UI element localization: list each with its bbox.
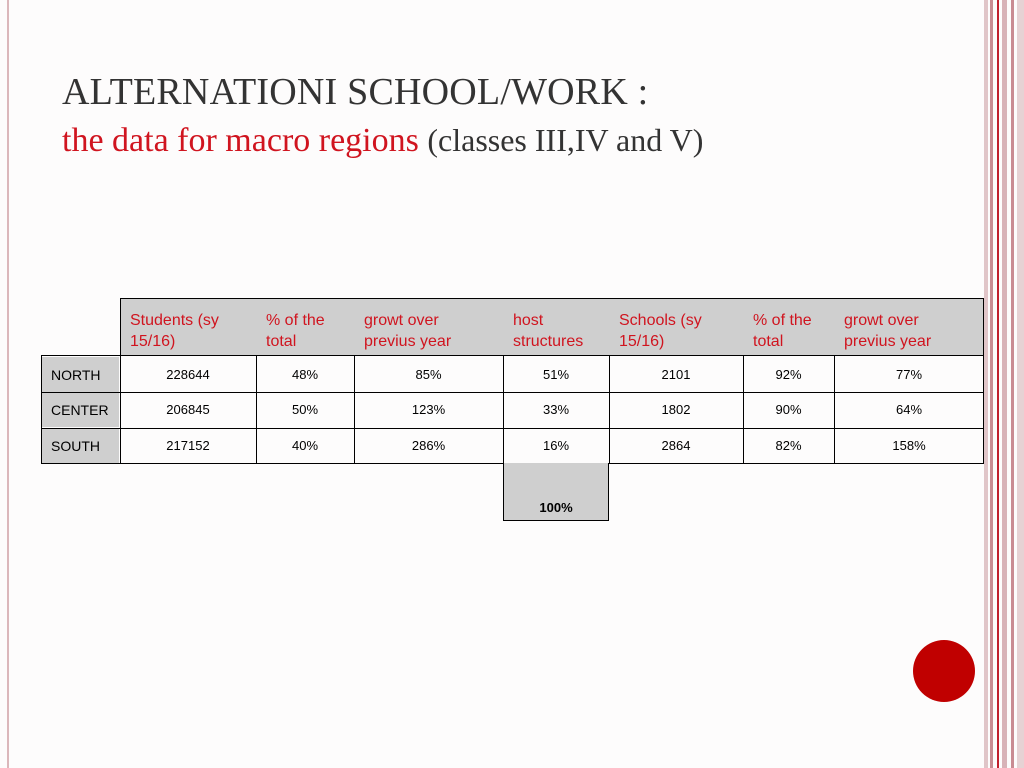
table-cell: 92% (775, 367, 802, 382)
table-cell: 40% (291, 438, 319, 453)
total-host-structures-cell (503, 463, 609, 521)
decor-stripe (1011, 0, 1014, 768)
column-header (743, 299, 834, 355)
table-cell: 206845 (166, 402, 210, 417)
column-header (609, 299, 743, 355)
table-cell: 82% (775, 438, 802, 453)
table-rule (41, 355, 984, 356)
table-cell: 48% (291, 367, 319, 382)
table-rule (834, 355, 835, 464)
table-rule (743, 355, 744, 464)
table-cell: 90% (775, 402, 802, 417)
column-header (120, 299, 256, 355)
table-cell: 85% (415, 367, 442, 382)
left-border-line (7, 0, 9, 768)
column-header (503, 299, 609, 355)
column-header (256, 299, 354, 355)
table-cell: 16% (542, 438, 570, 453)
table-cell: 217152 (166, 438, 210, 453)
decor-stripe (1002, 0, 1007, 768)
table-cell: 64% (895, 402, 923, 417)
decor-stripe (984, 0, 988, 768)
red-circle-decoration (913, 640, 975, 702)
row-label: NORTH (41, 357, 119, 392)
table-cell: 228644 (166, 367, 210, 382)
title-line-1: ALTERNATIONI SCHOOL/WORK : (62, 71, 649, 113)
table-rule (41, 428, 984, 429)
column-header-label: % of the total (266, 312, 325, 350)
table-rule (120, 298, 984, 299)
table-rule (503, 355, 504, 464)
title-line-2 (62, 116, 962, 165)
table-cell: 123% (411, 402, 446, 417)
decor-stripe (997, 0, 999, 768)
table-cell: 33% (542, 402, 570, 417)
table-rule (983, 298, 984, 464)
column-header (834, 299, 984, 355)
decor-stripe (1017, 0, 1024, 768)
column-header-label: growt over previus year (844, 312, 932, 350)
table-cell: 51% (542, 367, 570, 382)
title-accent-text: the data for macro regions (62, 122, 419, 159)
decor-stripe (990, 0, 993, 768)
table-cell: 286% (411, 438, 446, 453)
table-rule (41, 355, 42, 464)
table-rule (120, 355, 121, 464)
table-cell: 77% (895, 367, 923, 382)
row-label: SOUTH (41, 428, 119, 463)
table-rule (120, 298, 121, 356)
table-cell: 50% (291, 402, 319, 417)
title-subtext: (classes III,IV and V) (427, 122, 704, 158)
column-header-label: Schools (sy 15/16) (619, 312, 702, 350)
table-rule (609, 355, 610, 464)
table-cell: 158% (892, 438, 926, 453)
table-rule (354, 355, 355, 464)
total-host-structures-value: 100% (539, 500, 573, 515)
table-cell: 2101 (661, 367, 691, 382)
column-header (354, 299, 503, 355)
slide-title (62, 70, 962, 165)
table-rule (256, 355, 257, 464)
column-header-label: Students (sy 15/16) (130, 312, 219, 350)
column-header-label: % of the total (753, 312, 812, 350)
table-cell: 1802 (661, 402, 691, 417)
column-header-label: host structures (513, 312, 584, 350)
table-cell: 2864 (661, 438, 691, 453)
row-label: CENTER (41, 392, 119, 427)
column-header-label: growt over previus year (364, 312, 452, 350)
table-rule (41, 392, 984, 393)
